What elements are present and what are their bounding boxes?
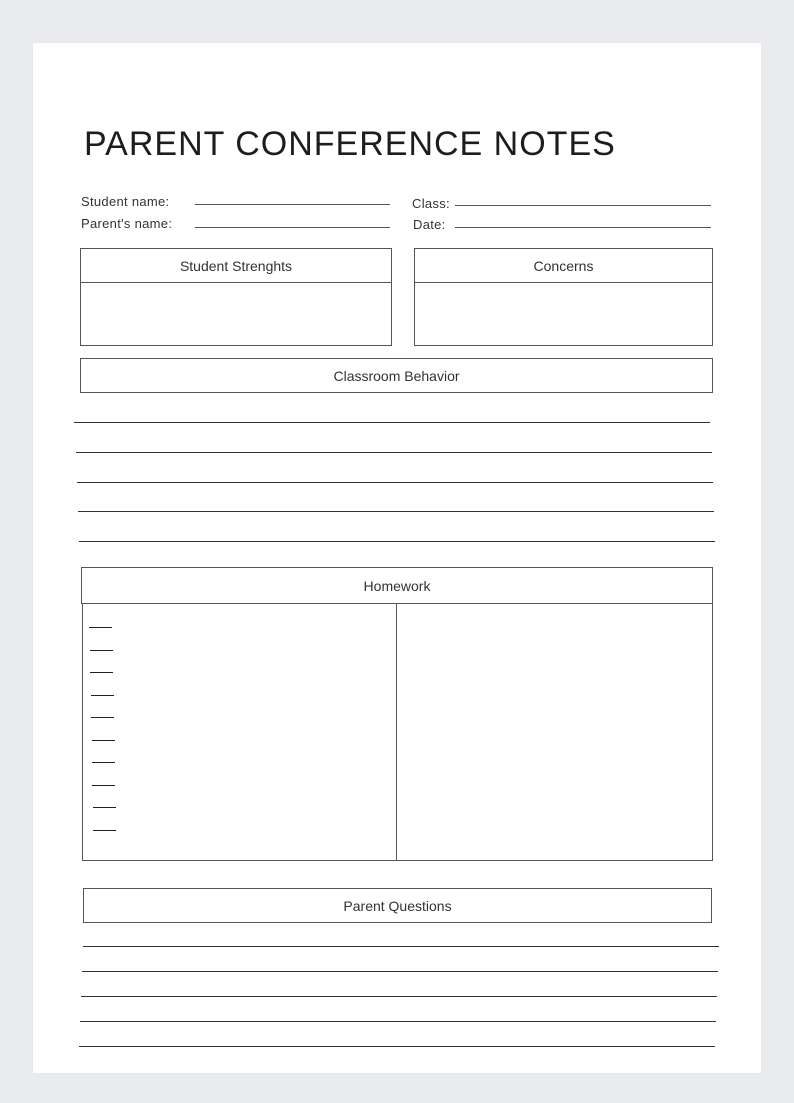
page-title: PARENT CONFERENCE NOTES <box>84 125 616 163</box>
homework-header-box <box>81 567 713 604</box>
checklist-dash <box>90 650 113 651</box>
student-strengths-box[interactable] <box>80 248 392 346</box>
homework-notes-column[interactable] <box>396 603 713 861</box>
checklist-dash <box>90 672 113 673</box>
class-line[interactable] <box>455 205 711 206</box>
question-line[interactable] <box>79 1046 715 1047</box>
parents-name-line[interactable] <box>195 227 390 228</box>
checklist-dash <box>92 740 115 741</box>
parent-questions-box <box>83 888 712 923</box>
classroom-behavior-box <box>80 358 713 393</box>
checklist-dash <box>91 717 114 718</box>
class-label: Class: <box>412 196 450 211</box>
concerns-box[interactable] <box>414 248 713 346</box>
behavior-line[interactable] <box>78 511 714 512</box>
question-line[interactable] <box>82 971 718 972</box>
checklist-dash <box>92 785 115 786</box>
concerns-header: Concerns <box>415 249 712 283</box>
worksheet-page <box>33 43 761 1073</box>
checklist-dash <box>93 830 116 831</box>
question-line[interactable] <box>80 1021 716 1022</box>
student-strengths-header: Student Strenghts <box>81 249 391 283</box>
parents-name-label: Parent's name: <box>81 216 173 231</box>
checklist-dash <box>92 762 115 763</box>
checklist-dash <box>89 627 112 628</box>
date-label: Date: <box>413 217 446 232</box>
checklist-dash <box>91 695 114 696</box>
behavior-line[interactable] <box>77 482 713 483</box>
behavior-line[interactable] <box>79 541 715 542</box>
student-name-label: Student name: <box>81 194 170 209</box>
behavior-line[interactable] <box>76 452 712 453</box>
question-line[interactable] <box>83 946 719 947</box>
checklist-dash <box>93 807 116 808</box>
question-line[interactable] <box>81 996 717 997</box>
classroom-behavior-header: Classroom Behavior <box>333 367 460 384</box>
homework-list-column[interactable] <box>82 603 397 861</box>
homework-header: Homework <box>363 577 431 594</box>
student-name-line[interactable] <box>195 204 390 205</box>
date-line[interactable] <box>455 227 711 228</box>
parent-questions-header: Parent Questions <box>343 897 452 914</box>
behavior-line[interactable] <box>74 422 710 423</box>
